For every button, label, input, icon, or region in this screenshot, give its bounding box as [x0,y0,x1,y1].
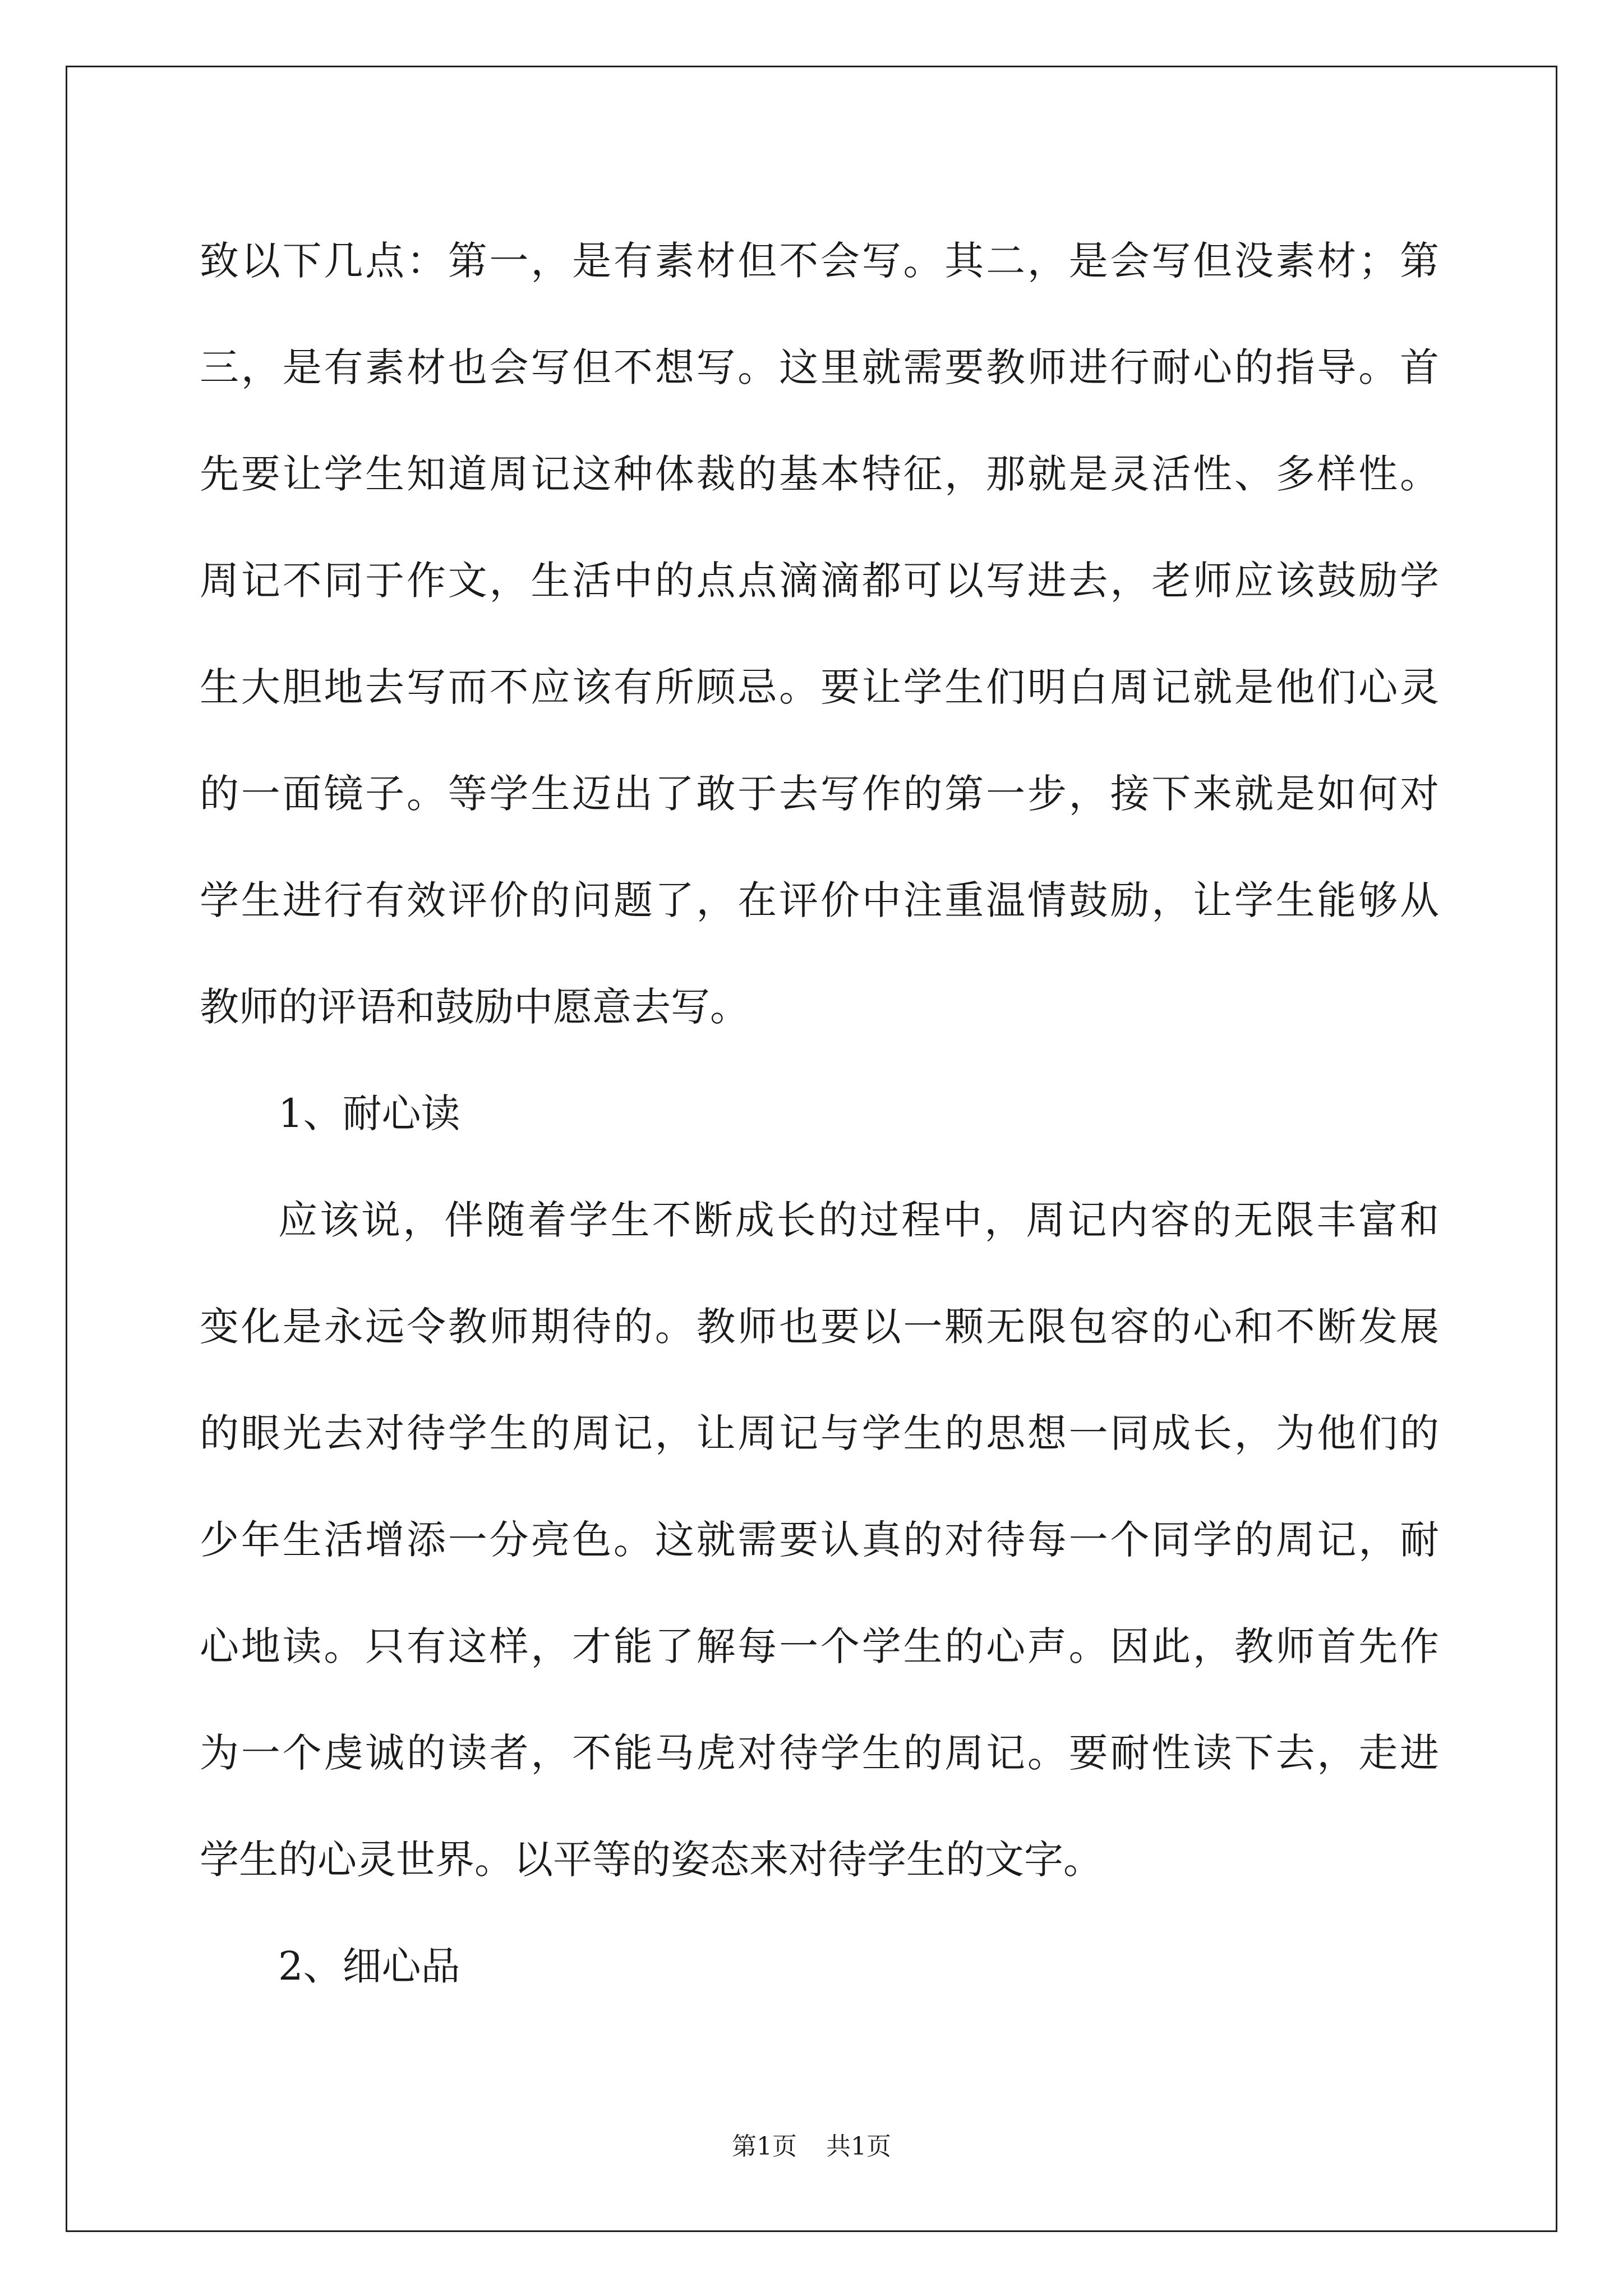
text-line: 致以下几点：第一，是有素材但不会写。其二，是会写但没素材；第 [200,238,1439,284]
text-line: 周记不同于作文，生活中的点点滴滴都可以写进去，老师应该鼓励学 [200,558,1439,604]
text-line: 的一面镜子。等学生迈出了敢于去写作的第一步，接下来就是如何对 [200,771,1439,817]
page-total: 共1页 [826,2132,891,2161]
text-line: 为一个虔诚的读者，不能马虎对待学生的周记。要耐性读下去，走进 [200,1730,1439,1776]
text-line: 的眼光去对待学生的周记，让周记与学生的思想一同成长，为他们的 [200,1410,1439,1456]
text-line: 教师的评语和鼓励中愿意去写。 [200,984,749,1030]
text-line: 变化是永远令教师期待的。教师也要以一颗无限包容的心和不断发展 [200,1304,1439,1350]
page-number: 第1页 [732,2132,797,2161]
text-line: 生大胆地去写而不应该有所顾忌。要让学生们明白周记就是他们心灵 [200,664,1439,710]
text-line: 先要让学生知道周记这种体裁的基本特征，那就是灵活性、多样性。 [200,451,1439,497]
text-line: 学生的心灵世界。以平等的姿态来对待学生的文字。 [200,1837,1103,1883]
text-line: 少年生活增添一分亮色。这就需要认真的对待每一个同学的周记，耐 [200,1517,1439,1563]
text-line: 应该说，伴随着学生不断成长的过程中，周记内容的无限丰富和 [278,1197,1439,1243]
paragraph-2 [200,1167,1439,1913]
text-line: 心地读。只有这样，才能了解每一个学生的心声。因此，教师首先作 [200,1623,1439,1669]
text-line: 学生进行有效评价的问题了，在评价中注重温情鼓励，让学生能够从 [200,877,1439,923]
section-heading-1: 1、耐心读 [278,1091,460,1137]
section-heading-2: 2、细心品 [278,1943,460,1989]
paragraph-1 [200,208,1439,1060]
document-body [200,208,1439,2019]
text-line: 三，是有素材也会写但不想写。这里就需要教师进行耐心的指导。首 [200,344,1439,390]
page-footer [0,2126,1623,2162]
